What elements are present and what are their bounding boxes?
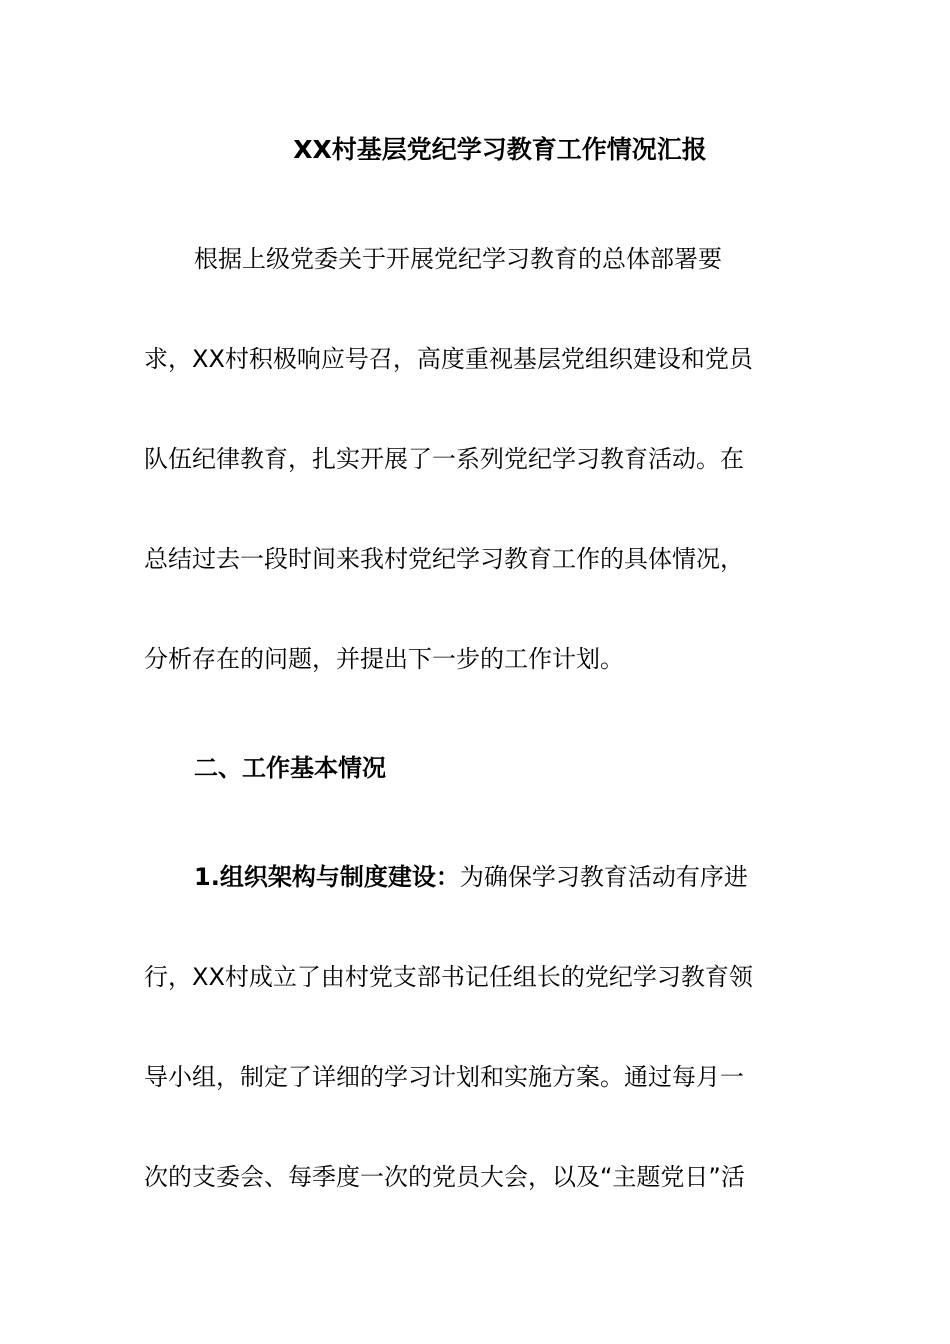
intro-line-3: 队伍纪律教育，扎实开展了一系列党纪学习教育活动。在: [144, 445, 744, 473]
item1-line-3: 导小组，制定了详细的学习计划和实施方案。通过每月一: [144, 1063, 744, 1091]
intro-line-5: 分析存在的问题，并提出下一步的工作计划。: [144, 645, 624, 673]
intro-line-1: 根据上级党委关于开展党纪学习教育的总体部署要: [194, 245, 722, 273]
item1-first-line-text: 为确保学习教育活动有序进: [459, 863, 748, 891]
intro-line-2: 求，XX村积极响应号召，高度重视基层党组织建设和党员: [144, 345, 753, 373]
item1-line-2: 行，XX村成立了由村党支部书记任组长的党纪学习教育领: [144, 963, 753, 991]
item1-first-line: [194, 860, 854, 894]
document-title: XX村基层党纪学习教育工作情况汇报: [293, 135, 707, 164]
item1-label: 1.组织架构与制度建设：: [194, 863, 460, 891]
section-heading: 二、工作基本情况: [194, 754, 386, 782]
intro-line-4: 总结过去一段时间来我村党纪学习教育工作的具体情况，: [144, 545, 744, 573]
item1-line-4: 次的支委会、每季度一次的党员大会，以及“主题党日”活: [144, 1163, 745, 1191]
